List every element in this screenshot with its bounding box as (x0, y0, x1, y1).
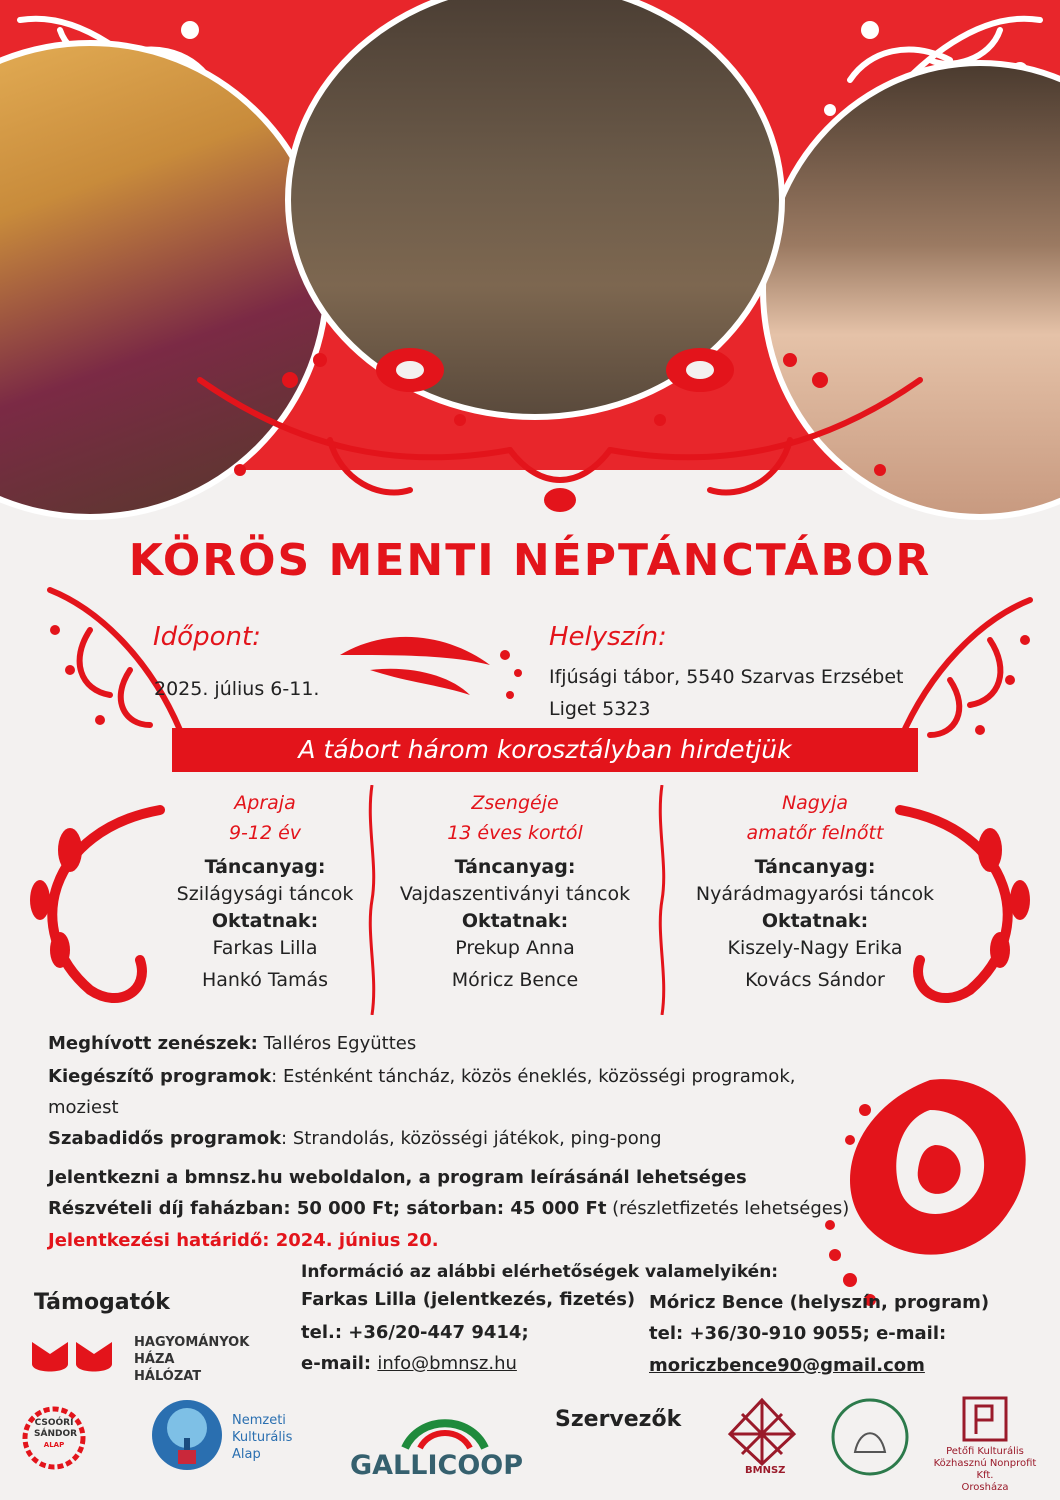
nka-line: Alap (232, 1447, 261, 1462)
material-label: Táncanyag: (454, 856, 576, 878)
teacher-name: Hankó Tamás (201, 969, 329, 991)
hhh-logo-text (134, 1334, 249, 1385)
contact-1-email-label: e-mail: (301, 1353, 378, 1374)
red-floral-garland-icon (180, 340, 940, 530)
location-line-2: Liget 5323 (549, 698, 651, 720)
apply-line: Jelentkezni a bmnsz.hu weboldalon, a program leírásánál lehetséges (48, 1167, 747, 1188)
location-label: Helyszín: (549, 622, 667, 652)
nka-logo-text (232, 1412, 292, 1463)
petofi-line: Közhasznú Nonprofit Kft. (933, 1458, 1037, 1481)
free-programs-label: Szabadidős programok (48, 1128, 282, 1149)
page-title: KÖRÖS MENTI NÉPTÁNCTÁBOR (128, 535, 932, 586)
group-age: 9-12 év (228, 822, 302, 844)
group-age: 13 éves kortól (447, 822, 583, 844)
teachers-label: Oktatnak: (461, 910, 569, 932)
extra-programs-value: : Esténként táncház, közös éneklés, közösségi programok, (271, 1066, 796, 1087)
contact-2-name: Móricz Bence (helyszín, program) (649, 1292, 990, 1313)
hhh-line: HÁZA (134, 1352, 175, 1367)
contact-1-phone: tel.: +36/20-447 9414; (301, 1322, 529, 1343)
csoori-line: CSOÓRI (34, 1418, 74, 1428)
musicians-label: Meghívott zenészek: (48, 1033, 258, 1054)
organizers-label: Szervezők (555, 1407, 682, 1432)
teacher-name: Farkas Lilla (212, 937, 318, 959)
material-value: Nyárádmagyarósi táncok (695, 883, 935, 905)
fee-line (48, 1198, 849, 1219)
musicians-line (48, 1033, 416, 1054)
extra-programs-line-2: moziest (48, 1097, 119, 1118)
free-programs-line (48, 1128, 662, 1149)
teachers-label: Oktatnak: (211, 910, 319, 932)
group-name: Apraja (234, 792, 296, 814)
divider-right-icon (652, 785, 672, 1015)
material-label: Táncanyag: (204, 856, 326, 878)
group-name: Nagyja (781, 792, 849, 814)
nka-tree-logo-icon (150, 1398, 224, 1472)
csoori-line: ALAP (43, 1441, 65, 1449)
left-scroll-ornament-icon (30, 570, 210, 750)
petofi-logo-text (925, 1446, 1045, 1494)
material-value: Szilágysági táncok (176, 883, 354, 905)
fee-value: Részvételi díj faházban: 50 000 Ft; sátorban: 45 000 Ft (48, 1198, 607, 1219)
center-leaf-ornament-icon (330, 615, 540, 725)
contact-1-email-line (301, 1353, 517, 1374)
gallicoop-logo-text: GALLICOOP (350, 1450, 524, 1481)
bmnsz-logo-icon (722, 1394, 802, 1476)
fee-note: (részletfizetés lehetséges) (606, 1198, 850, 1219)
age-groups-banner: A tábort három korosztályban hirdetjük (172, 728, 918, 772)
contact-1-name: Farkas Lilla (jelentkezés, fizetés) (301, 1289, 636, 1310)
nka-line: Nemzeti (232, 1413, 286, 1428)
hhh-line: HAGYOMÁNYOK (134, 1335, 250, 1350)
time-value: 2025. július 6-11. (154, 678, 320, 700)
musicians-value: Talléros Együttes (257, 1033, 417, 1054)
teacher-name: Kovács Sándor (745, 969, 885, 991)
group-age: amatőr felnőtt (746, 822, 884, 844)
group-column-apraja (150, 788, 380, 996)
contacts-heading: Információ az alábbi elérhetőségek valamelyikén: (301, 1262, 779, 1282)
csoori-logo-text (34, 1418, 78, 1451)
group-column-nagyja (680, 788, 950, 996)
petofi-line: Petőfi Kulturális (946, 1446, 1024, 1457)
teacher-name: Prekup Anna (455, 937, 575, 959)
extra-programs-line (48, 1066, 795, 1087)
petofi-line: Orosháza (961, 1482, 1009, 1493)
contact-2-email-link[interactable]: moriczbence90@gmail.com (649, 1355, 925, 1376)
teachers-label: Oktatnak: (761, 910, 869, 932)
group-column-zsengeje (390, 788, 640, 996)
group-name: Zsengéje (471, 792, 559, 814)
sponsors-label: Támogatók (34, 1290, 170, 1315)
bmnsz-logo-text: BMNSZ (745, 1465, 786, 1476)
hhh-logo-icon (30, 1336, 120, 1380)
nka-line: Kulturális (232, 1430, 293, 1445)
csoori-line: SÁNDOR (34, 1429, 78, 1439)
teacher-name: Kiszely-Nagy Erika (727, 937, 903, 959)
dance-ensemble-logo-icon (830, 1397, 910, 1477)
deadline-line: Jelentkezési határidő: 2024. június 20. (48, 1230, 439, 1251)
time-label: Időpont: (153, 622, 261, 652)
contact-1-email-link[interactable]: info@bmnsz.hu (377, 1353, 517, 1374)
free-programs-value: : Strandolás, közösségi játékok, ping-pong (281, 1128, 662, 1149)
petofi-logo-icon (962, 1396, 1008, 1442)
gallicoop-arc-icon (400, 1410, 490, 1450)
location-line-1: Ifjúsági tábor, 5540 Szarvas Erzsébet (549, 666, 904, 688)
contact-2-phone: tel: +36/30-910 9055; e-mail: (649, 1323, 947, 1344)
hhh-line: HÁLÓZAT (134, 1369, 202, 1384)
red-flower-ornament-icon (810, 1050, 1050, 1310)
material-value: Vajdaszentiványi táncok (399, 883, 631, 905)
teacher-name: Móricz Bence (451, 969, 579, 991)
material-label: Táncanyag: (754, 856, 876, 878)
extra-programs-label: Kiegészítő programok (48, 1066, 272, 1087)
